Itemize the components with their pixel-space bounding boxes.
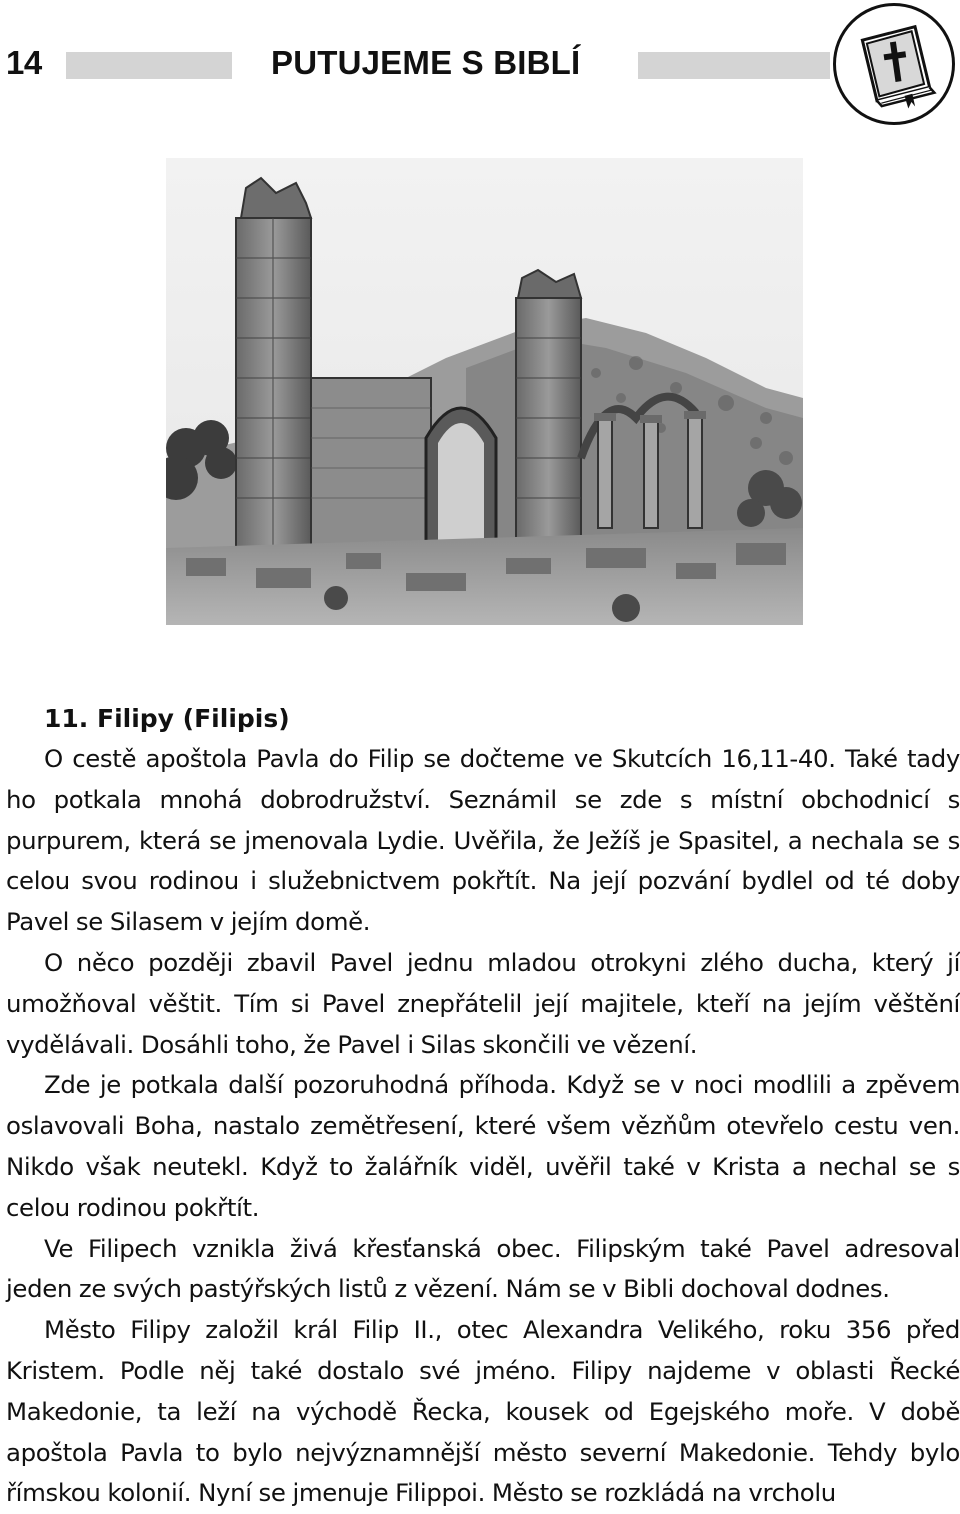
- article-paragraph: Ve Filipech vznikla živá křesťanská obec. Filipským také Pavel adresoval jeden ze svých pastýřských listů z vězení. Nám se v Bibli dochoval dodnes.: [6, 1233, 960, 1304]
- header-rule-left: [66, 52, 232, 79]
- article-paragraph: O něco později zbavil Pavel jednu mladou otrokyni zlého ducha, který jí umožňoval věštit. Tím si Pavel znepřátelil její majitele, kteří na jejím věštění vydělávali. Dosáhli toho, že Pavel i Silas skončili ve vězení.: [6, 947, 960, 1059]
- article-heading: 11. Filipy (Filipis): [44, 704, 290, 733]
- bible-book-icon: [833, 3, 955, 125]
- section-title: PUTUJEME S BIBLÍ: [271, 44, 581, 81]
- page-number: 14: [6, 44, 42, 81]
- header-rule-right: [638, 52, 830, 79]
- article-paragraph: Zde je potkala další pozoruhodná příhoda. Když se v noci modlili a zpěvem oslavovali Boha, nastalo zemětřesení, které všem vězňům otevřelo cestu ven. Nikdo však neutekl. Když to žalářník viděl, uvěřil také v Krista a nechal se s celou rodinou pokřtít.: [6, 1070, 960, 1222]
- article-paragraph: O cestě apoštola Pavla do Filip se dočteme ve Skutcích 16,11-40. Také tady ho potkala mnohá dobrodružství. Seznámil se zde s místní obchodnicí s purpurem, která se jmenovala Lydie. Uvěřila, že Ježíš je Spasitel, a nechala se s celou svou rodinou i služebnictvem pokřtít. Na její pozvání bydlel od té doby Pavel se Silasem v jejím domě.: [6, 744, 960, 937]
- article: [6, 698, 960, 1514]
- article-paragraph: Město Filipy založil král Filip II., otec Alexandra Velikého, roku 356 před Kristem. Podle něj také dostalo své jméno. Filipy najdeme v oblasti Řecké Makedonie, ta leží na východě Řecka, kousek od Egejského moře. V době apoštola Pavla to bylo nejvýznamnější město severní Makedonie. Tehdy bylo římskou kolonií. Nyní se jmenuje Filippoi. Město se rozkládá na vrcholu: [6, 1315, 960, 1508]
- ruins-photo: [166, 158, 803, 625]
- page-header: [0, 0, 960, 140]
